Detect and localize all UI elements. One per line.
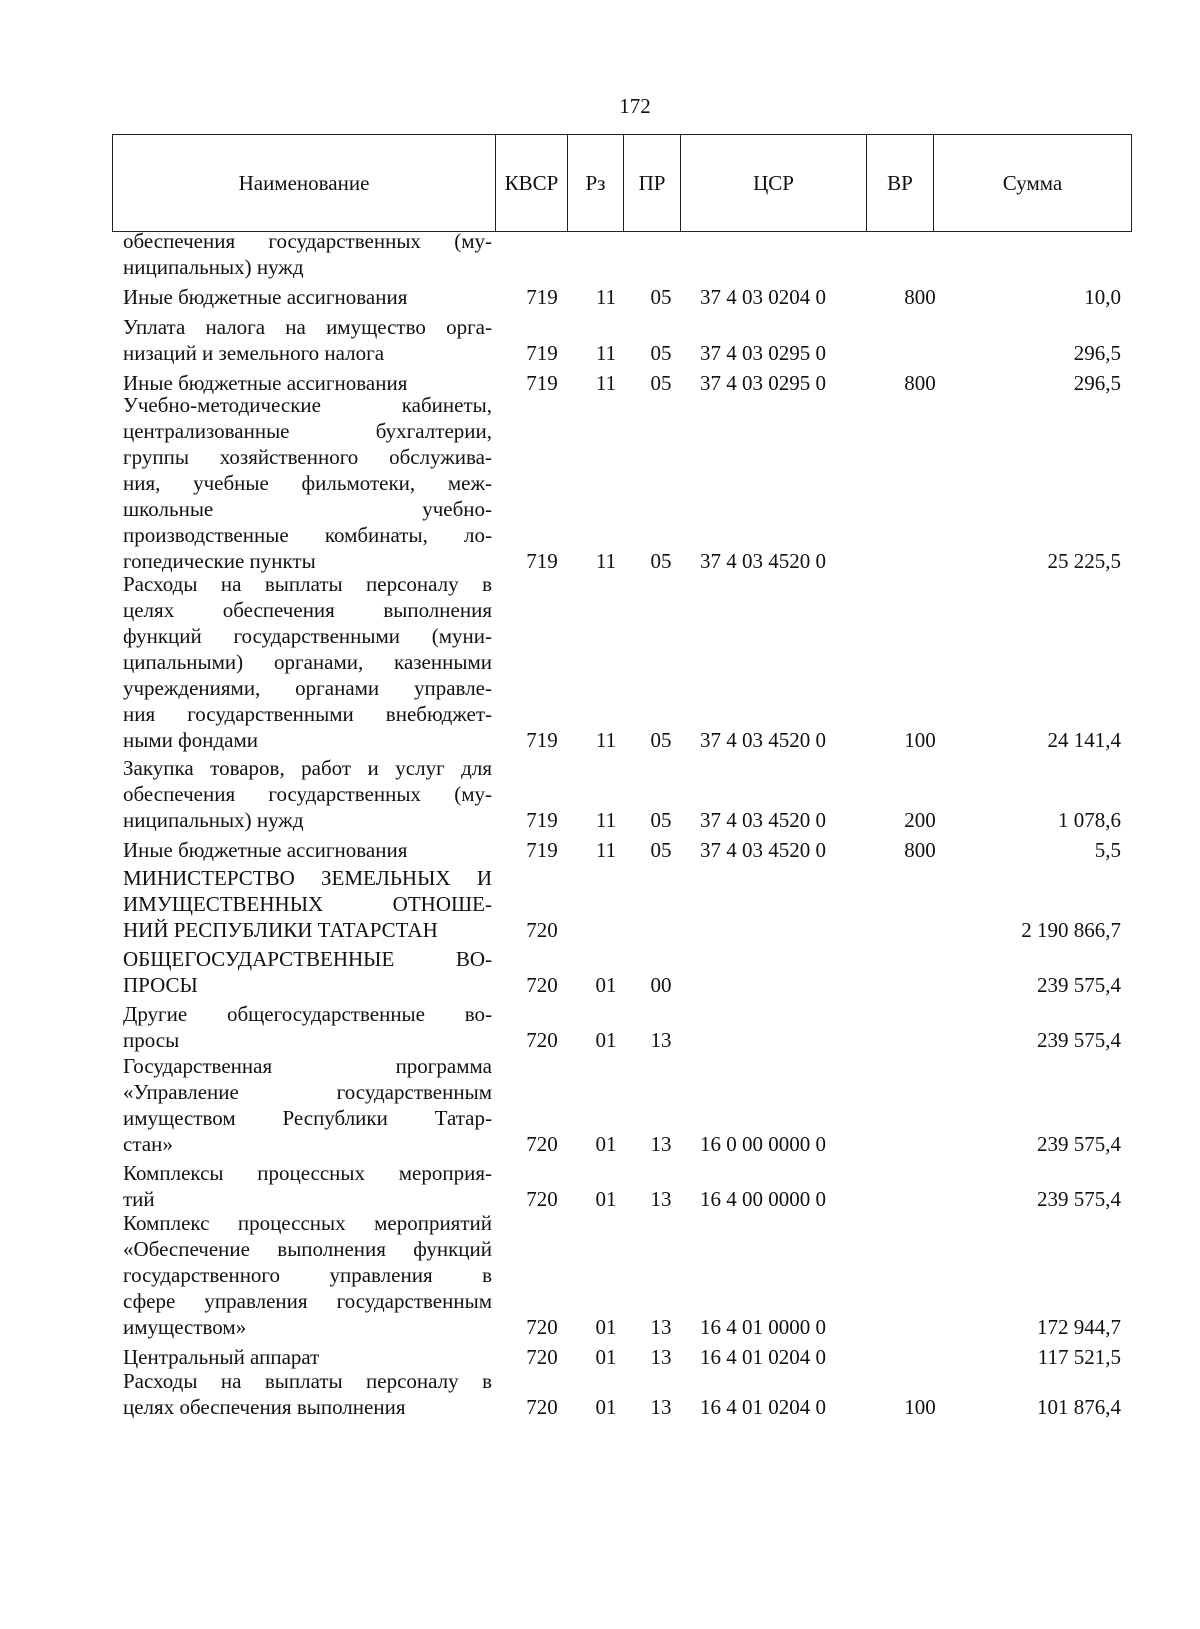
row-name-line: ОБЩЕГОСУДАРСТВЕННЫЕ ВО-: [123, 947, 492, 971]
row-pr: 13: [650, 1028, 672, 1052]
row-kvsr: 719: [526, 341, 558, 365]
table-row: [0, 946, 1200, 998]
row-name: [123, 1001, 492, 1053]
row-pr: 05: [650, 808, 672, 832]
row-name: [123, 1210, 492, 1340]
row-kvsr: 719: [526, 549, 558, 573]
row-vr: 800: [904, 838, 936, 862]
row-name: [123, 314, 492, 366]
row-vr: 100: [904, 728, 936, 752]
row-csr: 37 4 03 4520 0: [700, 549, 826, 573]
row-name-line: Центральный аппарат: [123, 1345, 320, 1369]
row-csr: 37 4 03 4520 0: [700, 808, 826, 832]
row-name-line: ниципальных) нужд: [123, 255, 304, 279]
row-rz: 01: [595, 1028, 617, 1052]
row-sum: 239 575,4: [1037, 1132, 1121, 1156]
row-csr: 37 4 03 0204 0: [700, 285, 826, 309]
row-name: [123, 228, 492, 280]
row-sum: 24 141,4: [1047, 728, 1121, 752]
header-sum: Сумма: [934, 135, 1132, 232]
table-row: [0, 314, 1200, 366]
row-vr: 100: [904, 1395, 936, 1419]
row-kvsr: 720: [526, 1315, 558, 1339]
row-kvsr: 719: [526, 838, 558, 862]
row-name-line: имуществом»: [123, 1315, 247, 1339]
header-name: Наименование: [113, 135, 496, 232]
row-name-line: ципальными) органами, казенными: [123, 650, 492, 674]
row-name-line: просы: [123, 1028, 180, 1052]
row-csr: 16 4 01 0000 0: [700, 1315, 826, 1339]
row-pr: 13: [650, 1132, 672, 1156]
row-name-line: ния, учебные фильмотеки, меж-: [123, 471, 492, 495]
row-name-line: Расходы на выплаты персоналу в: [123, 1369, 492, 1393]
row-sum: 239 575,4: [1037, 973, 1121, 997]
row-csr: 16 4 01 0204 0: [700, 1395, 826, 1419]
row-name-line: стан»: [123, 1132, 173, 1156]
row-name: [123, 1344, 492, 1370]
row-name-line: сфере управления государственным: [123, 1289, 492, 1313]
row-kvsr: 720: [526, 1028, 558, 1052]
row-name-line: Иные бюджетные ассигнования: [123, 371, 408, 395]
row-kvsr: 720: [526, 1395, 558, 1419]
row-kvsr: 719: [526, 728, 558, 752]
table-row: [0, 1210, 1200, 1340]
row-rz: 11: [595, 285, 617, 309]
table-row: [0, 1160, 1200, 1212]
page-number: 172: [619, 94, 651, 118]
row-kvsr: 720: [526, 1345, 558, 1369]
row-sum: 25 225,5: [1047, 549, 1121, 573]
row-name-line: группы хозяйственного обслужива-: [123, 445, 492, 469]
row-csr: 37 4 03 0295 0: [700, 371, 826, 395]
table-row: [0, 755, 1200, 833]
table-row: [0, 284, 1200, 310]
row-rz: 11: [595, 808, 617, 832]
row-pr: 05: [650, 549, 672, 573]
row-sum: 239 575,4: [1037, 1187, 1121, 1211]
row-name: [123, 946, 492, 998]
row-pr: 00: [650, 973, 672, 997]
table-row: [0, 837, 1200, 863]
row-pr: 13: [650, 1315, 672, 1339]
row-name-line: НИЙ РЕСПУБЛИКИ ТАТАРСТАН: [123, 918, 438, 942]
table-row: [0, 571, 1200, 753]
row-rz: 11: [595, 341, 617, 365]
row-sum: 117 521,5: [1037, 1345, 1121, 1369]
row-name-line: гопедические пункты: [123, 549, 316, 573]
row-name-line: целях обеспечения выполнения: [123, 598, 492, 622]
row-csr: 16 0 00 0000 0: [700, 1132, 826, 1156]
table-row: [0, 865, 1200, 943]
table-row: [0, 1001, 1200, 1053]
row-sum: 1 078,6: [1058, 808, 1121, 832]
row-name-line: Иные бюджетные ассигнования: [123, 838, 408, 862]
row-rz: 11: [595, 371, 617, 395]
row-name-line: МИНИСТЕРСТВО ЗЕМЕЛЬНЫХ И: [123, 866, 492, 890]
row-pr: 05: [650, 371, 672, 395]
row-name-line: низаций и земельного налога: [123, 341, 385, 365]
row-csr: 37 4 03 4520 0: [700, 728, 826, 752]
row-name-line: школьные учебно-: [123, 497, 492, 521]
row-rz: 11: [595, 728, 617, 752]
row-kvsr: 719: [526, 371, 558, 395]
row-rz: 01: [595, 1395, 617, 1419]
row-name-line: Комплекс процессных мероприятий: [123, 1211, 492, 1235]
row-name-line: Государственная программа: [123, 1054, 492, 1078]
row-sum: 2 190 866,7: [1021, 918, 1121, 942]
row-csr: 37 4 03 4520 0: [700, 838, 826, 862]
row-name-line: Учебно-методические кабинеты,: [123, 393, 492, 417]
row-vr: 800: [904, 285, 936, 309]
row-rz: 01: [595, 973, 617, 997]
row-name-line: функций государственными (муни-: [123, 624, 492, 648]
row-csr: 16 4 01 0204 0: [700, 1345, 826, 1369]
row-name-line: Иные бюджетные ассигнования: [123, 285, 408, 309]
row-name-line: имуществом Республики Татар-: [123, 1106, 492, 1130]
row-rz: 01: [595, 1315, 617, 1339]
row-sum: 239 575,4: [1037, 1028, 1121, 1052]
row-sum: 172 944,7: [1037, 1315, 1121, 1339]
row-name-line: обеспечения государственных (му-: [123, 782, 492, 806]
table-row: [0, 1368, 1200, 1420]
row-sum: 5,5: [1094, 838, 1121, 862]
row-name: [123, 1160, 492, 1212]
row-pr: 05: [650, 341, 672, 365]
row-name: [123, 284, 492, 310]
row-rz: 11: [595, 549, 617, 573]
table-row: [0, 228, 1200, 280]
row-name-line: Закупка товаров, работ и услуг для: [123, 756, 492, 780]
table-row: [0, 1344, 1200, 1370]
row-name-line: Расходы на выплаты персоналу в: [123, 572, 492, 596]
table-row: [0, 392, 1200, 574]
row-name-line: тий: [123, 1187, 155, 1211]
header-rz: Рз: [568, 135, 624, 232]
row-name-line: обеспечения государственных (му-: [123, 229, 492, 253]
row-name-line: производственные комбинаты, ло-: [123, 523, 492, 547]
row-kvsr: 719: [526, 285, 558, 309]
row-name: [123, 755, 492, 833]
row-vr: 200: [904, 808, 936, 832]
row-kvsr: 720: [526, 1132, 558, 1156]
row-vr: 800: [904, 371, 936, 395]
row-name: [123, 837, 492, 863]
row-sum: 10,0: [1084, 285, 1121, 309]
row-name-line: государственного управления в: [123, 1263, 492, 1287]
row-pr: 05: [650, 285, 672, 309]
row-name-line: Комплексы процессных мероприя-: [123, 1161, 492, 1185]
row-rz: 01: [595, 1132, 617, 1156]
row-name-line: «Обеспечение выполнения функций: [123, 1237, 492, 1261]
header-vr: ВР: [867, 135, 934, 232]
row-kvsr: 720: [526, 918, 558, 942]
row-name-line: ИМУЩЕСТВЕННЫХ ОТНОШЕ-: [123, 892, 492, 916]
row-name-line: ными фондами: [123, 728, 259, 752]
row-name-line: «Управление государственным: [123, 1080, 492, 1104]
row-sum: 101 876,4: [1037, 1395, 1121, 1419]
row-rz: 01: [595, 1345, 617, 1369]
row-pr: 13: [650, 1187, 672, 1211]
row-pr: 05: [650, 838, 672, 862]
row-name-line: ния государственными внебюджет-: [123, 702, 492, 726]
row-name: [123, 392, 492, 574]
row-pr: 13: [650, 1345, 672, 1369]
row-csr: 16 4 00 0000 0: [700, 1187, 826, 1211]
row-name-line: учреждениями, органами управле-: [123, 676, 492, 700]
row-name-line: Другие общегосударственные во-: [123, 1002, 492, 1026]
row-name-line: ПРОСЫ: [123, 973, 198, 997]
row-pr: 05: [650, 728, 672, 752]
row-kvsr: 720: [526, 1187, 558, 1211]
table-header: [112, 134, 1132, 232]
header-csr: ЦСР: [681, 135, 867, 232]
row-kvsr: 719: [526, 808, 558, 832]
row-name-line: целях обеспечения выполнения: [123, 1395, 406, 1419]
header-kvsr: КВСР: [496, 135, 568, 232]
row-kvsr: 720: [526, 973, 558, 997]
row-rz: 01: [595, 1187, 617, 1211]
row-sum: 296,5: [1073, 371, 1121, 395]
row-name: [123, 865, 492, 943]
row-name: [123, 571, 492, 753]
row-name: [123, 1368, 492, 1420]
row-rz: 11: [595, 838, 617, 862]
row-name: [123, 1053, 492, 1157]
row-sum: 296,5: [1073, 341, 1121, 365]
row-name-line: ниципальных) нужд: [123, 808, 304, 832]
row-name-line: Уплата налога на имущество орга-: [123, 315, 492, 339]
row-name-line: централизованные бухгалтерии,: [123, 419, 492, 443]
row-pr: 13: [650, 1395, 672, 1419]
row-csr: 37 4 03 0295 0: [700, 341, 826, 365]
table-row: [0, 1053, 1200, 1157]
header-pr: ПР: [624, 135, 681, 232]
